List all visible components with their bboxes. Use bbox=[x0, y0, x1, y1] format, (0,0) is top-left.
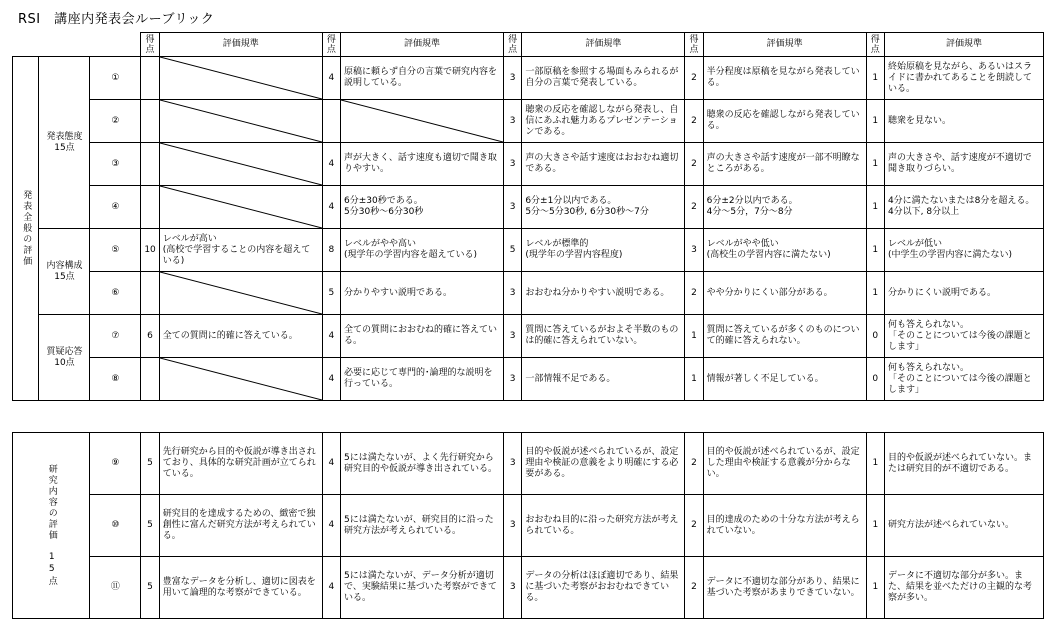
criteria-cell: 何も答えられない。 「そのことについては今後の課題とします」 bbox=[884, 315, 1043, 358]
score-cell bbox=[141, 272, 159, 315]
criteria-cell: 目的や仮説が述べられているが、設定理由や検証の意義をより明確にする必要がある。 bbox=[522, 433, 685, 495]
criteria-cell: おおむね分かりやすい説明である。 bbox=[522, 272, 685, 315]
criteria-cell: データに不適切な部分が多い。また、結果を並べただけの主観的な考察が多い。 bbox=[885, 557, 1044, 619]
criteria-cell: 分かりやすい説明である。 bbox=[341, 272, 504, 315]
criteria-cell: おおむね目的に沿った研究方法が考えられている。 bbox=[522, 495, 685, 557]
score-cell: 3 bbox=[504, 143, 522, 186]
item-number: ⑦ bbox=[90, 315, 141, 358]
criteria-cell: 目的や仮説が述べられているが、設定した理由や検証する意義が分からない。 bbox=[703, 433, 866, 495]
criteria-cell: 6分±1分以内である。 5分～5分30秒, 6分30秒～7分 bbox=[522, 186, 685, 229]
criteria-cell: 5には満たないが、よく先行研究から研究目的や仮説が導き出されている。 bbox=[341, 433, 504, 495]
criteria-cell: 必要に応じて専門的･論理的な説明を行っている。 bbox=[341, 358, 504, 401]
criteria-cell: 全ての質問に的確に答えている。 bbox=[159, 315, 322, 358]
criteria-cell: データに不適切な部分があり、結果に基づいた考察があまりできていない。 bbox=[703, 557, 866, 619]
score-cell: 1 bbox=[685, 358, 703, 401]
criteria-cell: レベルが低い (中学生の学習内容に満たない) bbox=[884, 229, 1043, 272]
not-applicable-cell bbox=[159, 57, 322, 100]
criteria-cell: 研究方法が述べられていない。 bbox=[885, 495, 1044, 557]
criteria-cell: 先行研究から目的や仮説が導き出されており、具体的な研究計画が立てられている。 bbox=[159, 433, 322, 495]
criteria-cell: 一部原稿を参照する場面もみられるが自分の言葉で発表している。 bbox=[522, 57, 685, 100]
not-applicable-cell bbox=[159, 143, 322, 186]
criteria-cell: 何も答えられない。 「そのことについては今後の課題とします」 bbox=[884, 358, 1043, 401]
rubric-row bbox=[13, 229, 1044, 272]
score-cell: 6 bbox=[141, 315, 159, 358]
score-cell: 4 bbox=[322, 143, 340, 186]
score-cell: 3 bbox=[504, 315, 522, 358]
criteria-cell: やや分かりにくい部分がある。 bbox=[703, 272, 866, 315]
score-cell: 3 bbox=[504, 495, 522, 557]
header-blank bbox=[13, 33, 141, 57]
score-cell bbox=[141, 143, 159, 186]
score-cell: 2 bbox=[685, 557, 703, 619]
rubric-table-general bbox=[12, 32, 1044, 401]
criteria-cell: 質問に答えているがおよそ半数のものは的確に答えられていない。 bbox=[522, 315, 685, 358]
criteria-cell: レベルがやや低い (高校生の学習内容に満たない) bbox=[703, 229, 866, 272]
rubric-row bbox=[13, 358, 1044, 401]
not-applicable-cell bbox=[159, 272, 322, 315]
rubric-row bbox=[13, 143, 1044, 186]
score-cell: 2 bbox=[685, 143, 703, 186]
criteria-cell: 5には満たないが、研究目的に沿った研究方法が考えられている。 bbox=[341, 495, 504, 557]
item-number: ⑪ bbox=[90, 557, 141, 619]
score-cell: 4 bbox=[322, 358, 340, 401]
item-number: ⑩ bbox=[90, 495, 141, 557]
score-cell: 1 bbox=[866, 272, 884, 315]
score-cell: 1 bbox=[866, 229, 884, 272]
score-cell: 4 bbox=[322, 57, 340, 100]
score-cell: 5 bbox=[504, 229, 522, 272]
rubric-row bbox=[13, 100, 1044, 143]
criteria-cell: 研究目的を達成するための、緻密で独創性に富んだ研究方法が考えられている。 bbox=[159, 495, 322, 557]
score-cell bbox=[141, 57, 159, 100]
score-cell: 1 bbox=[866, 495, 884, 557]
score-cell: 1 bbox=[866, 186, 884, 229]
score-cell: 10 bbox=[141, 229, 159, 272]
criteria-cell: 6分±30秒である。 5分30秒～6分30秒 bbox=[341, 186, 504, 229]
score-cell: 3 bbox=[504, 557, 522, 619]
item-number: ⑥ bbox=[90, 272, 141, 315]
score-cell: 1 bbox=[866, 143, 884, 186]
item-number: ⑤ bbox=[90, 229, 141, 272]
score-cell: 1 bbox=[866, 57, 884, 100]
criteria-cell: 目的達成のための十分な方法が考えられていない。 bbox=[703, 495, 866, 557]
score-cell: 1 bbox=[866, 433, 884, 495]
criteria-header: 評価規準 bbox=[884, 33, 1043, 57]
criteria-cell: 原稿に頼らず自分の言葉で研究内容を説明している。 bbox=[341, 57, 504, 100]
criteria-cell: レベルが標準的 (現学年の学習内容程度) bbox=[522, 229, 685, 272]
not-applicable-cell bbox=[159, 358, 322, 401]
score-cell: 2 bbox=[685, 100, 703, 143]
criteria-cell: 4分に満たないまたは8分を超える。 4分以下, 8分以上 bbox=[884, 186, 1043, 229]
score-cell: 3 bbox=[504, 358, 522, 401]
criteria-cell: 声の大きさや話す速度が一部不明瞭なところがある。 bbox=[703, 143, 866, 186]
criteria-header: 評価規準 bbox=[703, 33, 866, 57]
item-number: ④ bbox=[90, 186, 141, 229]
score-cell: 3 bbox=[504, 57, 522, 100]
rubric-row bbox=[13, 557, 1044, 619]
score-cell: 5 bbox=[141, 557, 159, 619]
score-cell: 4 bbox=[322, 186, 340, 229]
score-cell: 4 bbox=[322, 315, 340, 358]
criteria-cell: レベルがやや高い (現学年の学習内容を超えている) bbox=[341, 229, 504, 272]
rubric-row bbox=[13, 186, 1044, 229]
score-cell: 1 bbox=[866, 557, 884, 619]
criteria-cell: 質問に答えているが多くのものについて的確に答えられない。 bbox=[703, 315, 866, 358]
score-header: 得点 bbox=[866, 33, 884, 57]
score-cell: 4 bbox=[322, 495, 340, 557]
item-number: ⑧ bbox=[90, 358, 141, 401]
item-number: ③ bbox=[90, 143, 141, 186]
criteria-cell: 聴衆の反応を確認しながら発表している。 bbox=[703, 100, 866, 143]
score-cell: 8 bbox=[322, 229, 340, 272]
score-cell bbox=[141, 100, 159, 143]
score-cell bbox=[141, 186, 159, 229]
criteria-cell: 豊富なデータを分析し、適切に図表を用いて論理的な考察ができている。 bbox=[159, 557, 322, 619]
criteria-cell: 声の大きさや、話す速度が不適切で聞き取りづらい。 bbox=[884, 143, 1043, 186]
rubric-row bbox=[13, 433, 1044, 495]
criteria-cell: 聴衆を見ない。 bbox=[884, 100, 1043, 143]
criteria-cell: 半分程度は原稿を見ながら発表している。 bbox=[703, 57, 866, 100]
not-applicable-cell bbox=[341, 100, 504, 143]
page-title: RSⅠ 講座内発表会ルーブリック bbox=[18, 12, 215, 27]
criteria-header: 評価規準 bbox=[341, 33, 504, 57]
criteria-header: 評価規準 bbox=[159, 33, 322, 57]
not-applicable-cell bbox=[159, 100, 322, 143]
category-label: 質疑応答 10点 bbox=[39, 315, 90, 401]
criteria-cell: 6分±2分以内である。 4分～5分，7分～8分 bbox=[703, 186, 866, 229]
score-cell: 3 bbox=[504, 186, 522, 229]
item-number: ⑨ bbox=[90, 433, 141, 495]
section-title: 研究内容の評価 15点 bbox=[46, 464, 57, 587]
score-header: 得点 bbox=[685, 33, 703, 57]
score-cell bbox=[141, 358, 159, 401]
rubric-row bbox=[13, 495, 1044, 557]
score-header: 得点 bbox=[504, 33, 522, 57]
criteria-cell: 聴衆の反応を確認しながら発表し、自信にあふれ魅力あるプレゼンテーションである。 bbox=[522, 100, 685, 143]
score-cell: 5 bbox=[141, 495, 159, 557]
criteria-cell: 全ての質問におおむね的確に答えている。 bbox=[341, 315, 504, 358]
score-cell: 3 bbox=[504, 100, 522, 143]
score-cell: 2 bbox=[685, 272, 703, 315]
score-cell bbox=[322, 100, 340, 143]
criteria-cell: 分かりにくい説明である。 bbox=[884, 272, 1043, 315]
criteria-cell: 一部情報不足である。 bbox=[522, 358, 685, 401]
criteria-cell: 声の大きさや話す速度はおおむね適切である。 bbox=[522, 143, 685, 186]
score-cell: 2 bbox=[685, 495, 703, 557]
score-cell: 4 bbox=[322, 557, 340, 619]
item-number: ① bbox=[90, 57, 141, 100]
score-cell: 1 bbox=[866, 100, 884, 143]
score-cell: 1 bbox=[685, 315, 703, 358]
score-cell: 5 bbox=[322, 272, 340, 315]
criteria-header: 評価規準 bbox=[522, 33, 685, 57]
category-label: 内容構成 15点 bbox=[39, 229, 90, 315]
rubric-row bbox=[13, 57, 1044, 100]
score-cell: 3 bbox=[504, 433, 522, 495]
score-cell: 3 bbox=[685, 229, 703, 272]
criteria-cell: 終始原稿を見ながら、あるいはスライドに書かれてあることを朗読している。 bbox=[884, 57, 1043, 100]
section-label bbox=[13, 433, 90, 619]
not-applicable-cell bbox=[159, 186, 322, 229]
score-cell: 2 bbox=[685, 186, 703, 229]
criteria-cell: レベルが高い (高校で学習することの内容を超えている) bbox=[159, 229, 322, 272]
rubric-row bbox=[13, 315, 1044, 358]
item-number: ② bbox=[90, 100, 141, 143]
score-cell: 4 bbox=[322, 433, 340, 495]
score-cell: 2 bbox=[685, 433, 703, 495]
criteria-cell: 5には満たないが、データ分析が適切で、実験結果に基づいた考察ができている。 bbox=[341, 557, 504, 619]
criteria-cell: 情報が著しく不足している。 bbox=[703, 358, 866, 401]
score-header: 得点 bbox=[141, 33, 159, 57]
score-cell: 2 bbox=[685, 57, 703, 100]
section-title: 発表全般の評価 bbox=[21, 190, 32, 267]
section-label bbox=[13, 57, 39, 401]
criteria-cell: 目的や仮説が述べられていない。または研究目的が不適切である。 bbox=[885, 433, 1044, 495]
score-cell: 0 bbox=[866, 315, 884, 358]
category-label: 発表態度 15点 bbox=[39, 57, 90, 229]
score-cell: 0 bbox=[866, 358, 884, 401]
rubric-table-research bbox=[12, 432, 1044, 619]
score-header: 得点 bbox=[322, 33, 340, 57]
header-row bbox=[13, 33, 1044, 57]
score-cell: 3 bbox=[504, 272, 522, 315]
criteria-cell: 声が大きく、話す速度も適切で聞き取りやすい。 bbox=[341, 143, 504, 186]
rubric-row bbox=[13, 272, 1044, 315]
criteria-cell: データの分析はほぼ適切であり、結果に基づいた考察がおおむねできている。 bbox=[522, 557, 685, 619]
score-cell: 5 bbox=[141, 433, 159, 495]
